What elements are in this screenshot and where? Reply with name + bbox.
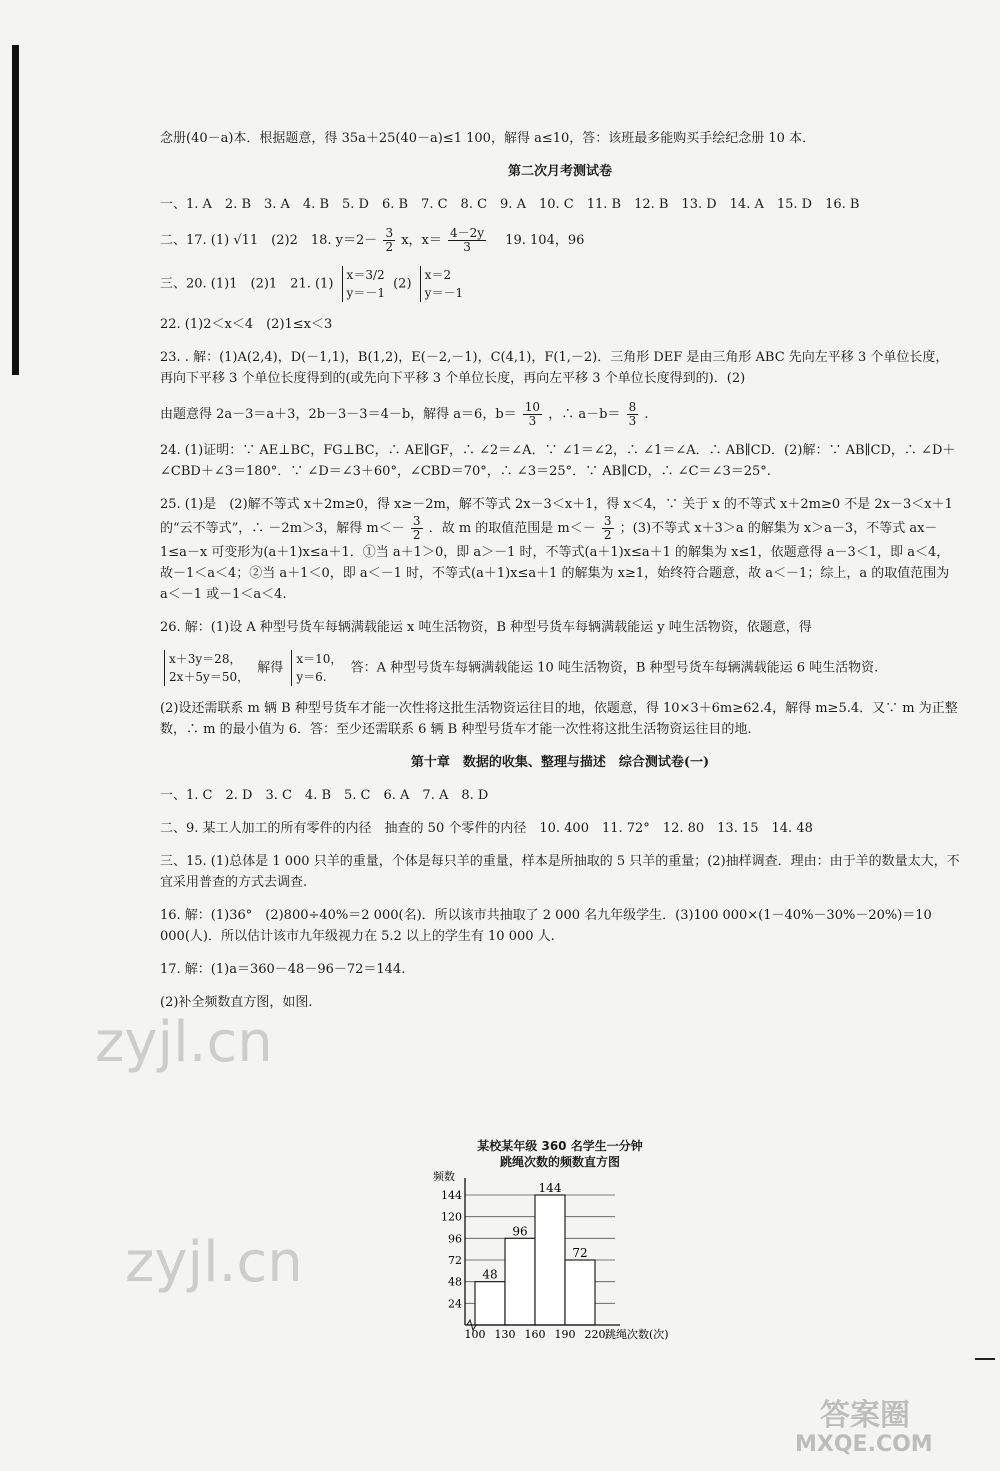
watermark-text: zyjl.cn <box>125 1230 303 1295</box>
y-axis-label: 频数 <box>433 1170 455 1183</box>
bar-value-label: 48 <box>482 1267 498 1282</box>
watermark-text: zyjl.cn <box>95 1010 273 1075</box>
x-tick-label: 160 <box>524 1328 546 1340</box>
histogram-bar <box>505 1238 535 1325</box>
line-0: 念册(40－a)本．根据题意，得 35a＋25(40－a)≤1 100，解得 a≤10，答：该班最多能购买手绘纪念册 10 本． <box>160 131 816 146</box>
line-15: 16. 解：(1)36° (2)800÷40%＝2 000(名)．所以该市共抽取了 2 000 名九年级学生．(3)100 000×(1－40%－30%－20%)＝10 000(人)．所以估计该市九年级视力在 5.2 以上的学生有 10 000 人. <box>160 908 932 944</box>
x-tick-label: 220 <box>584 1328 606 1340</box>
line-10: x＋3y＝28， 2x＋5y＝50， 解得 x＝10， y＝6. 答：A 种型号货车每辆满载能运 10 吨生活物资，B 种型号货车每辆满载能运 6 吨生活物资. <box>160 650 960 686</box>
line-13: 二、9. 某工人加工的所有零件的内径 抽查的 50 个零件的内径 10. 400 11. 72° 12. 80 13. 15 14. 48 <box>160 821 813 836</box>
bar-value-label: 96 <box>512 1224 528 1239</box>
histogram-svg <box>410 1170 710 1340</box>
line-14: 三、15. (1)总体是 1 000 只羊的重量，个体是每只羊的重量，样本是所抽取的 5 只羊的重量；(2)抽样调查．理由：由于羊的数量太大，不宜采用普查的方式去调查. <box>160 854 960 890</box>
page-mark <box>975 1358 995 1360</box>
line-8: 25. (1)是 (2)解不等式 x＋2m≥0，得 x≥－2m，解不等式 2x－3＜x＋1，得 x＜4，∵ 关于 x 的不等式 x＋2m≥0 不是 2x－3＜x＋1 的“云不等式”，∴ －2m＞3，解得 m＜－ $\frac{3}{2}$ ．故 m 的取值范围是 m＜－ $\frac{3}{2}$ ；(3)不等式 x＋3＞a 的解集为 x＞a－3，不等式 ax－1≤a－x 可变形为(a＋1)x≤a＋1．①当 a＋1＞0，即 a＞－1 时，不等式(a＋1)x≤a＋1 的解集为 x≤1，依题意得 a－3＜1，即 a＜4，故－1＜a＜4；②当 a＋1＜0，即 a＜－1 时，不等式(a＋1)x≤a＋1 的解集为 x≥1，始终符合题意，故 a＜－1；综上，a 的取值范围为 a＜－1 或－1＜a＜4. <box>160 497 953 602</box>
fraction: $\frac{4-2y}{3}$ <box>450 226 485 254</box>
x-tick-label: 130 <box>494 1328 516 1340</box>
line-9: 26. 解：(1)设 A 种型号货车每辆满载能运 x 吨生活物资，B 种型号货车每辆满载能运 y 吨生活物资，依题意，得 <box>160 620 812 635</box>
x-tick-label: 190 <box>554 1328 576 1340</box>
line-5: 23. . 解：(1)A(2,4)，D(－1,1)，B(1,2)，E(－2,－1)，C(4,1)，F(1,－2)．三角形 DEF 是由三角形 ABC 先向左平移 3 个单位长度，再向下平移 3 个单位长度得到的(或先向下平移 3 个单位长度，再向左平移 3 个单位长度得到的)．(2) <box>160 350 949 386</box>
line-1: 一、1. A 2. B 3. A 4. B 5. D 6. B 7. C 8. C 9. A 10. C 11. B 12. B 13. D 14. A 15. D 16. B <box>160 197 860 212</box>
fraction: $\frac{8}{3}$ <box>628 400 637 428</box>
fraction: $\frac{10}{3}$ <box>524 400 541 428</box>
watermark-logo: 答案圈 <box>820 1398 910 1433</box>
line-12: 一、1. C 2. D 3. C 4. B 5. C 6. A 7. A 8. D <box>160 788 489 803</box>
y-tick-label: 24 <box>448 1297 462 1311</box>
chart-title: 某校某年级 360 名学生一分钟 跳绳次数的频数直方图 <box>477 1139 643 1169</box>
section-title-monthly: 第二次月考测试卷 <box>507 164 612 179</box>
y-tick-label: 120 <box>441 1210 462 1224</box>
bar-value-label: 144 <box>538 1181 562 1195</box>
watermark-url: MXQE.COM <box>795 1432 933 1457</box>
y-tick-label: 72 <box>448 1254 462 1267</box>
equation-system: x＋3y＝28， 2x＋5y＝50， <box>164 650 249 686</box>
line-6: 由题意得 2a－3＝a＋3，2b－3－3＝4－b，解得 a＝6，b＝ $\frac{10}{3}$ ，∴ a－b＝ $\frac{8}{3}$ . <box>160 400 649 428</box>
histogram-bar <box>475 1282 505 1325</box>
equation-system: x＝2 y＝－1 <box>420 266 463 302</box>
answer-content <box>160 128 960 1025</box>
section-title-chapter10: 第十章 数据的收集、整理与描述 综合测试卷(一) <box>410 755 710 770</box>
line-16: 17. 解：(1)a＝360－48－96－72＝144. <box>160 962 406 977</box>
y-tick-label: 96 <box>448 1232 462 1246</box>
y-tick-label: 48 <box>448 1275 462 1289</box>
line-3: 三、20. (1)1 (2)1 21. (1) x＝3/2 y＝－1 (2) x＝2 y＝－1 <box>160 268 464 300</box>
y-tick-label: 144 <box>441 1189 462 1202</box>
bar-value-label: 72 <box>572 1246 588 1260</box>
histogram-bar <box>565 1260 595 1325</box>
fraction: $\frac{3}{2}$ <box>603 514 612 542</box>
histogram-bar <box>535 1195 565 1325</box>
x-axis-label: 跳绳次数(次) <box>605 1328 669 1340</box>
x-tick-label: 100 <box>464 1328 486 1340</box>
fraction: $\frac{3}{2}$ <box>412 514 421 542</box>
equation-system: x＝10， y＝6. <box>291 650 342 686</box>
scan-edge-bar <box>12 45 19 375</box>
line-11: (2)设还需联系 m 辆 B 种型号货车才能一次性将这批生活物资运往目的地，依题意，得 10×3＋6m≥62.4，解得 m≥5.4．又∵ m 为正整数，∴ m 的最小值为 6．答：至少还需联系 6 辆 B 种型号货车才能一次性将这批生活物资运往目的地. <box>160 701 958 737</box>
line-4: 22. (1)2＜x＜4 (2)1≤x＜3 <box>160 317 333 332</box>
equation-system: x＝3/2 y＝－1 <box>342 266 385 302</box>
line-7: 24. (1)证明：∵ AE⊥BC，FG⊥BC，∴ AE∥GF，∴ ∠2＝∠A．∵ ∠1＝∠2，∴ ∠1＝∠A．∴ AB∥CD．(2)解：∵ AB∥CD，∴ ∠D＋∠CBD＋∠3＝180°．∵ ∠D＝∠3＋60°，∠CBD＝70°，∴ ∠3＝25°．∵ AB∥CD，∴ ∠C＝∠3＝25°. <box>160 443 956 479</box>
line-17: (2)补全频数直方图，如图. <box>160 995 313 1010</box>
fraction: $\frac{3}{2}$ <box>385 226 394 254</box>
line-2: 二、17. (1) √11 (2)2 18. y＝2－ $\frac{3}{2}$ x，x＝ $\frac{4-2y}{3}$ 19. 104，96 <box>160 226 585 254</box>
histogram-chart <box>410 1138 710 1343</box>
